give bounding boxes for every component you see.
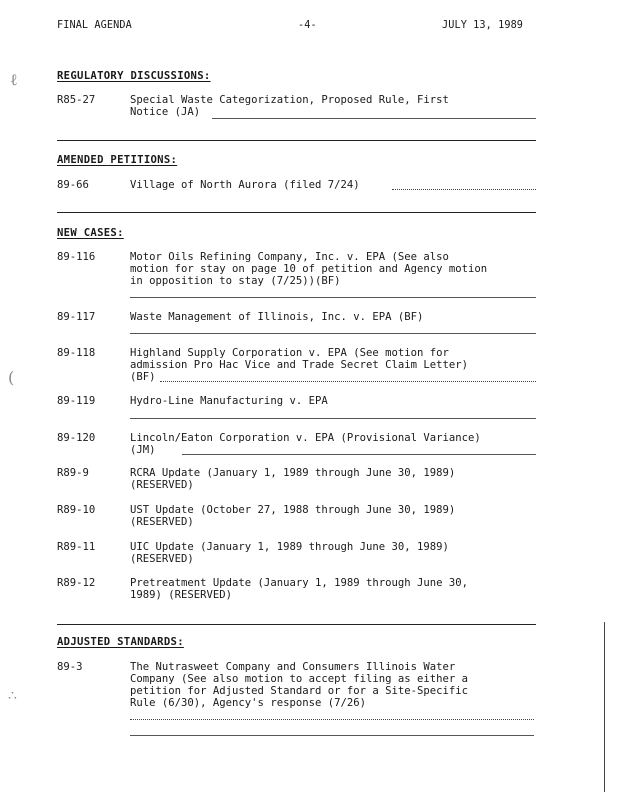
item-number-r89-10: R89-10: [57, 504, 96, 516]
item-text-89-117: Waste Management of Illinois, Inc. v. EPA (BF): [130, 311, 424, 323]
item-number-89-118: 89-118: [57, 347, 96, 359]
item-number-89-120: 89-120: [57, 432, 96, 444]
margin-mark-bottom: ∴: [8, 688, 17, 704]
fill-line: [130, 418, 536, 419]
right-margin-bar: [604, 622, 605, 792]
section-regulatory-discussions: REGULATORY DISCUSSIONS:: [57, 70, 211, 82]
header-left: FINAL AGENDA: [57, 20, 132, 31]
item-number-r85-27: R85-27: [57, 94, 96, 106]
item-number-r89-12: R89-12: [57, 577, 96, 589]
item-number-89-116: 89-116: [57, 251, 96, 263]
section-divider: [57, 140, 536, 141]
section-adjusted-standards: ADJUSTED STANDARDS:: [57, 636, 184, 648]
item-number-89-66: 89-66: [57, 179, 89, 191]
item-text-r89-10: UST Update (October 27, 1988 through June 30, 1989) (RESERVED): [130, 504, 456, 528]
header-date: JULY 13, 1989: [442, 20, 524, 31]
item-text-89-66: Village of North Aurora (filed 7/24): [130, 179, 360, 191]
fill-line: [182, 454, 536, 455]
section-divider: [57, 212, 536, 213]
section-new-cases: NEW CASES:: [57, 227, 124, 239]
fill-line: [160, 381, 536, 382]
page-number: -4-: [298, 20, 317, 31]
item-number-r89-9: R89-9: [57, 467, 89, 479]
section-amended-petitions: AMENDED PETITIONS:: [57, 154, 178, 166]
fill-line: [130, 333, 536, 334]
margin-mark-top: ℓ: [10, 70, 18, 89]
item-number-89-119: 89-119: [57, 395, 96, 407]
item-text-89-116: Motor Oils Refining Company, Inc. v. EPA (See also motion for stay on page 10 of petition and Agency motion in opposition to stay (7/25))(BF): [130, 251, 488, 287]
fill-line: [130, 297, 536, 298]
section-divider: [57, 624, 536, 625]
margin-mark-middle: (: [8, 368, 15, 387]
fill-line: [392, 189, 536, 190]
item-text-r89-11: UIC Update (January 1, 1989 through June 30, 1989) (RESERVED): [130, 541, 449, 565]
item-text-89-118: Highland Supply Corporation v. EPA (See motion for admission Pro Hac Vice and Trade Secret Claim Letter) (BF): [130, 347, 469, 383]
fill-line: [130, 719, 534, 720]
fill-line: [130, 735, 534, 736]
item-text-89-3: The Nutrasweet Company and Consumers Illinois Water Company (See also motion to accept filing as either a petition for Adjusted Standard or for a Site-Specific Rule (6/30), Agency's response (7/26): [130, 661, 469, 709]
item-text-r85-27: Special Waste Categorization, Proposed Rule, First Notice (JA): [130, 94, 449, 118]
item-text-r89-12: Pretreatment Update (January 1, 1989 through June 30, 1989) (RESERVED): [130, 577, 469, 601]
item-number-89-117: 89-117: [57, 311, 96, 323]
item-text-89-120: Lincoln/Eaton Corporation v. EPA (Provisional Variance) (JM): [130, 432, 481, 456]
item-number-r89-11: R89-11: [57, 541, 96, 553]
item-number-89-3: 89-3: [57, 661, 83, 673]
item-text-r89-9: RCRA Update (January 1, 1989 through June 30, 1989) (RESERVED): [130, 467, 456, 491]
fill-line: [212, 118, 536, 119]
item-text-89-119: Hydro-Line Manufacturing v. EPA: [130, 395, 328, 407]
